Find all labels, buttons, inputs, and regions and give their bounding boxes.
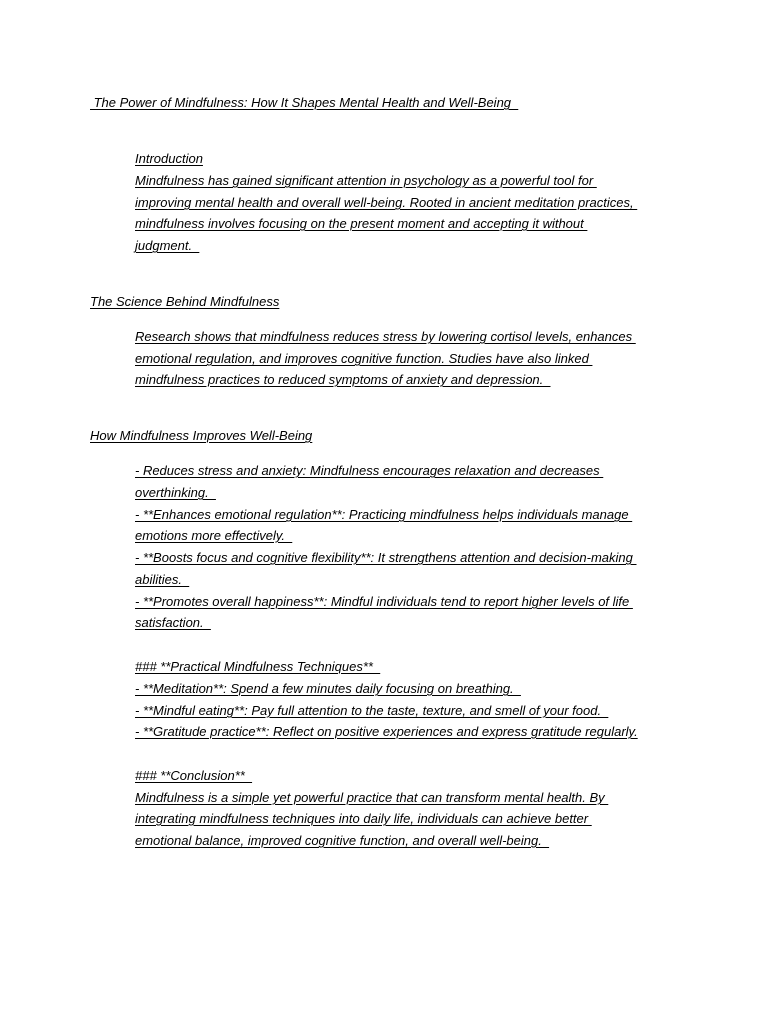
improves-line: satisfaction. [135, 615, 211, 630]
improves-line: overthinking. [135, 485, 216, 500]
science-heading: The Science Behind Mindfulness [90, 294, 280, 309]
introduction-line: judgment. [135, 238, 200, 253]
techniques-line: - **Meditation**: Spend a few minutes daily focusing on breathing. [135, 681, 521, 696]
improves-line: - **Enhances emotional regulation**: Practicing mindfulness helps individuals manage [135, 507, 633, 522]
introduction-line: mindfulness involves focusing on the present moment and accepting it without [135, 216, 588, 231]
conclusion-line: integrating mindfulness techniques into daily life, individuals can achieve better [135, 811, 592, 826]
techniques-line: - **Mindful eating**: Pay full attention to the taste, texture, and smell of your food. [135, 703, 609, 718]
improves-line: - **Promotes overall happiness**: Mindful individuals tend to report higher levels of life [135, 594, 633, 609]
science-line: mindfulness practices to reduced symptoms of anxiety and depression. [135, 372, 551, 387]
document-title: The Power of Mindfulness: How It Shapes Mental Health and Well-Being [90, 95, 519, 110]
conclusion-line: Mindfulness is a simple yet powerful practice that can transform mental health. By [135, 790, 609, 805]
introduction-line: Mindfulness has gained significant attention in psychology as a powerful tool for [135, 173, 597, 188]
conclusion-heading: ### **Conclusion** [135, 768, 253, 783]
improves-line: emotions more effectively. [135, 528, 293, 543]
techniques-heading: ### **Practical Mindfulness Techniques** [135, 659, 381, 674]
introduction-line: improving mental health and overall well-being. Rooted in ancient meditation practices, [135, 195, 638, 210]
science-line: Research shows that mindfulness reduces stress by lowering cortisol levels, enhances [135, 329, 636, 344]
improves-line: - **Boosts focus and cognitive flexibility**: It strengthens attention and decision-making [135, 550, 637, 565]
techniques-line: - **Gratitude practice**: Reflect on positive experiences and express gratitude regularly. [135, 724, 638, 739]
introduction-heading: Introduction [135, 151, 203, 166]
conclusion-line: emotional balance, improved cognitive function, and overall well-being. [135, 833, 550, 848]
improves-line: abilities. [135, 572, 190, 587]
improves-heading: How Mindfulness Improves Well-Being [90, 428, 313, 443]
improves-line: - Reduces stress and anxiety: Mindfulness encourages relaxation and decreases [135, 463, 604, 478]
science-line: emotional regulation, and improves cognitive function. Studies have also linked [135, 351, 593, 366]
